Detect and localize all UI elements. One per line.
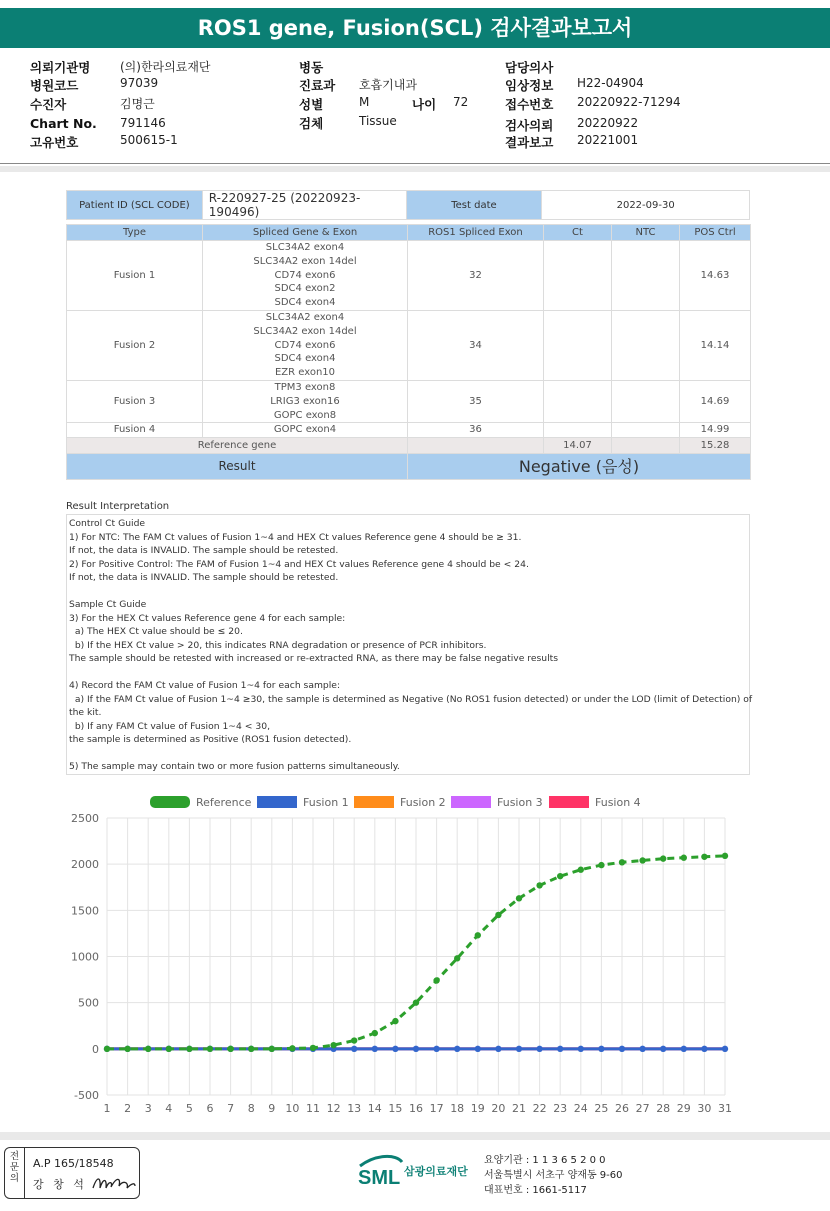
stamp-char: 문 [9, 1162, 20, 1173]
col-header-gene: Spliced Gene & Exon [203, 225, 408, 241]
header-value: 97039 [120, 76, 159, 90]
row-ntc [612, 241, 680, 311]
org-address [484, 1153, 623, 1198]
reference-ntc [612, 438, 680, 454]
data-point [681, 1046, 687, 1052]
gene-line: SLC34A2 exon4 [265, 311, 345, 323]
data-point [701, 854, 707, 860]
data-point [495, 1046, 501, 1052]
table-row [67, 423, 751, 438]
addr-line: 서울특별시 서초구 양재동 9-60 [484, 1170, 623, 1181]
test-date-label: Test date [406, 191, 542, 220]
footer-band [0, 1132, 830, 1140]
x-tick-label: 29 [676, 1102, 691, 1115]
row-genes [203, 380, 408, 422]
header-label: 접수번호 [505, 97, 554, 112]
row-ntc [612, 423, 680, 438]
data-point [557, 1046, 563, 1052]
interpretation-box [66, 514, 753, 775]
results-table [66, 224, 751, 480]
row-pos: 14.69 [680, 380, 751, 422]
interp-line: Sample Ct Guide [69, 599, 147, 610]
row-type: Fusion 3 [67, 380, 203, 422]
x-tick-label: 3 [144, 1102, 152, 1115]
header-value: 791146 [120, 116, 166, 130]
data-point [269, 1046, 275, 1052]
signature-box [4, 1147, 140, 1199]
legend-label: Fusion 3 [497, 796, 543, 809]
row-exon: 32 [408, 241, 544, 311]
data-point [413, 999, 419, 1005]
result-value: Negative (음성) [408, 454, 751, 480]
interp-line: If not, the data is INVALID. The sample should be retested. [69, 572, 339, 583]
data-point [578, 1046, 584, 1052]
reference-exon [408, 438, 544, 454]
legend-swatch [257, 796, 297, 808]
col-header-type: Type [67, 225, 203, 241]
data-point [433, 1046, 439, 1052]
header-label: 나이 [412, 97, 437, 112]
header-label: Chart No. [30, 116, 97, 131]
signature-icon [91, 1172, 137, 1194]
result-label: Result [67, 454, 408, 480]
x-tick-label: 5 [185, 1102, 193, 1115]
row-exon: 34 [408, 310, 544, 380]
data-point [639, 1046, 645, 1052]
header-value: 72 [453, 95, 469, 109]
patient-id-table [66, 190, 750, 220]
interp-line: b) If any FAM Ct value of Fusion 1~4 < 30, [69, 720, 271, 732]
gene-line: SDC4 exon4 [274, 297, 336, 309]
header-label: 병원코드 [30, 78, 79, 93]
row-genes [203, 310, 408, 380]
x-tick-label: 26 [615, 1102, 629, 1115]
data-point [639, 857, 645, 863]
header-value: Tissue [359, 114, 397, 128]
gene-line: EZR exon10 [274, 367, 336, 379]
header-label: 의뢰기관명 [30, 60, 91, 75]
header-value: H22-04904 [577, 76, 644, 90]
data-point [660, 855, 666, 861]
data-point [598, 862, 604, 868]
col-header-ct: Ct [544, 225, 612, 241]
x-tick-label: 15 [388, 1102, 403, 1115]
gene-line: GOPC exon4 [273, 424, 337, 436]
data-point [227, 1046, 233, 1052]
data-point [722, 853, 728, 859]
interp-line: a) If the FAM Ct value of Fusion 1~4 ≥30, the sample is determined as Negative (No ROS1 fusion detected) or under the LOD (limit of Detection) of [69, 693, 753, 705]
legend-label: Fusion 1 [303, 796, 349, 809]
legend-swatch [150, 796, 190, 808]
header-label: 성별 [299, 97, 324, 112]
table-row [67, 310, 751, 380]
row-ct [544, 241, 612, 311]
gene-line: SLC34A2 exon 14del [253, 255, 357, 267]
gene-line: SLC34A2 exon4 [265, 242, 345, 253]
data-point [475, 932, 481, 938]
x-tick-label: 30 [697, 1102, 712, 1115]
header-value: 김명근 [120, 97, 155, 111]
interp-line: the sample is determined as Positive (ROS1 fusion detected). [69, 734, 352, 745]
y-tick-label: 1000 [71, 950, 99, 964]
reference-ct: 14.07 [544, 438, 612, 454]
reference-gene-label: Reference gene [67, 438, 408, 454]
data-point [289, 1045, 295, 1051]
patient-id-value: R-220927-25 (20220923-190496) [202, 191, 406, 220]
interp-line: a) The HEX Ct value should be ≤ 20. [69, 626, 243, 637]
data-point [166, 1046, 172, 1052]
data-point [536, 1046, 542, 1052]
row-ntc [612, 310, 680, 380]
interp-line: the kit. [69, 707, 102, 718]
interpretation-title: Result Interpretation [66, 501, 170, 512]
header-value: 호흡기내과 [359, 78, 417, 92]
data-point [598, 1046, 604, 1052]
gene-line: SLC34A2 exon 14del [253, 325, 357, 337]
data-point [454, 955, 460, 961]
x-tick-label: 2 [124, 1102, 132, 1115]
data-point [454, 1046, 460, 1052]
x-tick-label: 4 [165, 1102, 173, 1115]
x-tick-label: 19 [470, 1102, 485, 1115]
row-type: Fusion 4 [67, 423, 203, 438]
data-point [310, 1045, 316, 1051]
interp-line: Control Ct Guide [69, 518, 146, 529]
data-point [186, 1046, 192, 1052]
row-genes [203, 423, 408, 438]
data-point [372, 1046, 378, 1052]
x-tick-label: 23 [553, 1102, 568, 1115]
data-point [330, 1042, 336, 1048]
gene-line: TPM3 exon8 [274, 381, 336, 393]
addr-line: 요양기관 : 1 1 3 6 5 2 0 0 [484, 1155, 606, 1166]
header-label: 임상정보 [505, 78, 554, 93]
table-row [67, 380, 751, 422]
col-header-exon: ROS1 Spliced Exon [408, 225, 544, 241]
interp-line [69, 747, 747, 761]
data-point [413, 1046, 419, 1052]
patient-id-label: Patient ID (SCL CODE) [67, 191, 203, 220]
x-tick-label: 21 [512, 1102, 526, 1115]
stamp-vertical [5, 1148, 25, 1198]
legend-swatch [549, 796, 589, 808]
data-point [536, 882, 542, 888]
row-type: Fusion 2 [67, 310, 203, 380]
addr-line: 대표번호 : 1661-5117 [484, 1185, 587, 1196]
x-tick-label: 20 [491, 1102, 506, 1115]
interp-line: 4) Record the FAM Ct value of Fusion 1~4 for each sample: [69, 680, 341, 691]
header-label: 병동 [299, 60, 324, 75]
row-ntc [612, 380, 680, 422]
interp-line: 3) For the HEX Ct values Reference gene 4 for each sample: [69, 612, 346, 624]
row-ct [544, 380, 612, 422]
row-type: Fusion 1 [67, 241, 203, 311]
legend-label: Fusion 4 [595, 796, 641, 809]
y-tick-label: 500 [78, 996, 99, 1010]
header-label: 결과보고 [505, 135, 554, 150]
x-tick-label: 6 [206, 1102, 214, 1115]
interp-line: If not, the data is INVALID. The sample should be retested. [69, 545, 339, 556]
gene-line: GOPC exon8 [273, 409, 337, 421]
interp-line [69, 585, 747, 599]
legend-swatch [451, 796, 491, 808]
header-label: 담당의사 [505, 60, 554, 75]
x-tick-label: 13 [347, 1102, 362, 1115]
x-tick-label: 12 [326, 1102, 341, 1115]
gene-line: SDC4 exon4 [274, 353, 336, 365]
data-point [516, 1046, 522, 1052]
data-point [722, 1046, 728, 1052]
x-tick-label: 16 [409, 1102, 423, 1115]
data-point [578, 867, 584, 873]
x-tick-label: 14 [367, 1102, 382, 1115]
reference-pos: 15.28 [680, 438, 751, 454]
gene-line: SDC4 exon2 [274, 283, 336, 295]
interp-line: 5) The sample may contain two or more fusion patterns simultaneously. [69, 761, 400, 772]
y-tick-label: 2000 [71, 858, 99, 872]
header-value: (의)한라의료재단 [120, 60, 211, 74]
report-header [0, 56, 830, 164]
report-title: ROS1 gene, Fusion(SCL) 검사결과보고서 [0, 8, 830, 48]
x-tick-label: 11 [306, 1102, 320, 1115]
data-point [351, 1046, 357, 1052]
row-pos: 14.14 [680, 310, 751, 380]
data-point [124, 1046, 130, 1052]
x-tick-label: 9 [268, 1102, 276, 1115]
data-point [475, 1046, 481, 1052]
data-point [372, 1030, 378, 1036]
data-point [207, 1046, 213, 1052]
reference-gene-row [67, 438, 751, 454]
data-point [557, 873, 563, 879]
data-point [392, 1046, 398, 1052]
y-tick-label: 0 [92, 1042, 99, 1056]
interp-line: 2) For Positive Control: The FAM of Fusion 1~4 and HEX Ct values Reference gene 4 should be < 24. [69, 558, 529, 570]
legend-swatch [354, 796, 394, 808]
x-tick-label: 24 [573, 1102, 588, 1115]
data-point [619, 859, 625, 865]
header-value: 20221001 [577, 133, 639, 147]
x-tick-label: 22 [532, 1102, 547, 1115]
row-pos: 14.99 [680, 423, 751, 438]
x-tick-label: 25 [594, 1102, 609, 1115]
x-tick-label: 7 [227, 1102, 235, 1115]
y-tick-label: -500 [74, 1089, 99, 1102]
doctor-name: 강 창 석 [33, 1178, 87, 1191]
x-tick-label: 10 [285, 1102, 300, 1115]
data-point [104, 1046, 110, 1052]
x-tick-label: 17 [429, 1102, 444, 1115]
x-tick-label: 31 [718, 1102, 732, 1115]
gene-line: CD74 exon6 [274, 269, 336, 281]
header-label: 검사의뢰 [505, 118, 554, 133]
row-ct [544, 310, 612, 380]
logo-text: SML [358, 1167, 401, 1189]
header-label: 진료과 [299, 78, 336, 93]
header-label: 수진자 [30, 97, 67, 112]
x-tick-label: 28 [656, 1102, 671, 1115]
data-point [660, 1046, 666, 1052]
x-tick-label: 27 [635, 1102, 650, 1115]
table-row [67, 241, 751, 311]
data-point [248, 1046, 254, 1052]
gene-line: CD74 exon6 [274, 339, 336, 351]
col-header-pos: POS Ctrl [680, 225, 751, 241]
result-row [67, 454, 751, 480]
interp-line [69, 666, 747, 680]
x-tick-label: 8 [247, 1102, 255, 1115]
row-exon: 36 [408, 423, 544, 438]
row-genes [203, 241, 408, 311]
gene-line: LRIG3 exon16 [270, 395, 340, 407]
x-tick-label: 1 [103, 1102, 111, 1115]
row-exon: 35 [408, 380, 544, 422]
row-pos: 14.63 [680, 241, 751, 311]
license-number: A.P 165/18548 [33, 1157, 114, 1170]
divider-band [0, 166, 830, 172]
legend-label: Fusion 2 [400, 796, 446, 809]
header-value: M [359, 95, 370, 109]
header-value: 500615-1 [120, 133, 178, 147]
interp-line: The sample should be retested with increased or re-extracted RNA, as there may be false negative results [69, 653, 559, 664]
data-point [516, 895, 522, 901]
interp-line: 1) For NTC: The FAM Ct values of Fusion 1~4 and HEX Ct values Reference gene 4 should be ≥ 31. [69, 531, 522, 543]
org-name: 삼광의료재단 [404, 1165, 468, 1178]
interp-line: b) If the HEX Ct value > 20, this indicates RNA degradation or presence of PCR inhibitors. [69, 639, 487, 651]
legend-label: Reference [196, 796, 252, 809]
data-point [681, 855, 687, 861]
header-value: 20220922-71294 [577, 95, 681, 109]
data-point [495, 912, 501, 918]
test-date-value: 2022-09-30 [542, 191, 750, 220]
stamp-char: 전 [9, 1151, 20, 1162]
header-label: 검체 [299, 116, 324, 131]
data-point [392, 1018, 398, 1024]
col-header-ntc: NTC [612, 225, 680, 241]
y-tick-label: 1500 [71, 904, 99, 918]
stamp-char: 의 [9, 1173, 20, 1184]
header-label: 고유번호 [30, 135, 79, 150]
amplification-chart [60, 785, 760, 1120]
row-ct [544, 423, 612, 438]
data-point [351, 1037, 357, 1043]
y-tick-label: 2500 [71, 812, 99, 825]
data-point [619, 1046, 625, 1052]
data-point [701, 1046, 707, 1052]
header-value: 20220922 [577, 116, 639, 130]
data-point [433, 977, 439, 983]
x-tick-label: 18 [450, 1102, 465, 1115]
data-point [145, 1046, 151, 1052]
